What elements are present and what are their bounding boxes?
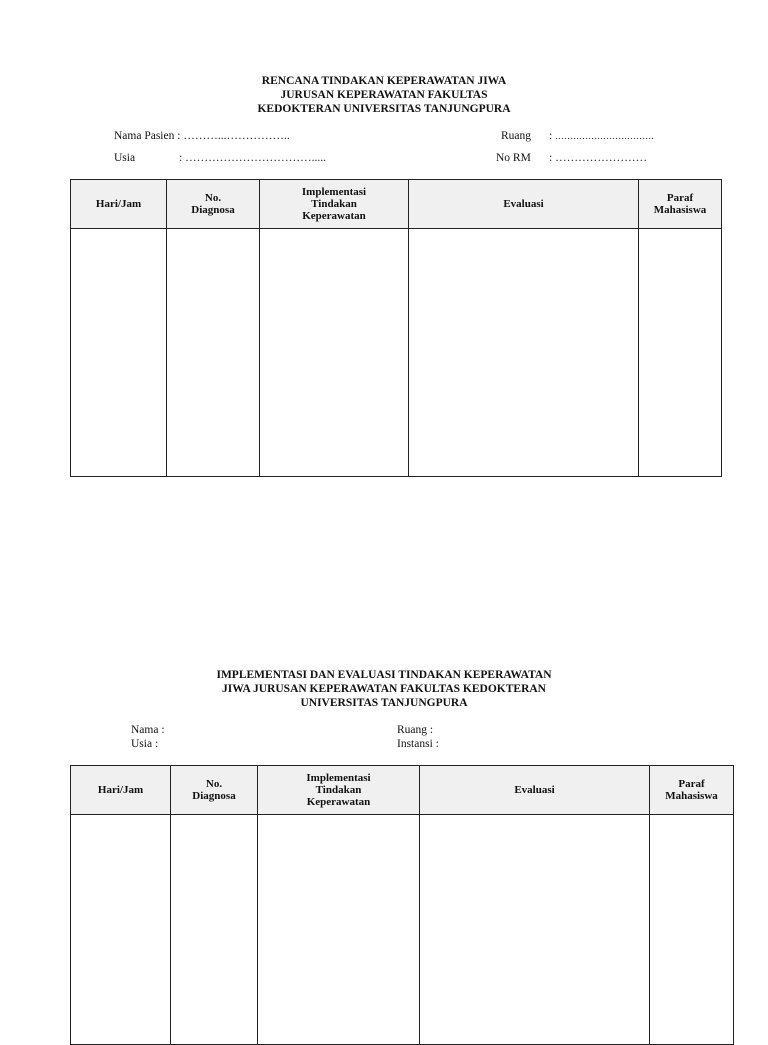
cell-no-diagnosa[interactable]	[167, 229, 260, 477]
header-no-diagnosa: No. Diagnosa	[171, 766, 258, 815]
table-row	[71, 815, 734, 1045]
nama-label: Nama :	[131, 724, 165, 736]
form2-usia-field	[131, 737, 158, 751]
form2-title-line: IMPLEMENTASI DAN EVALUASI TINDAKAN KEPERAWATAN	[216, 669, 552, 681]
table-header-row	[71, 180, 722, 229]
form2-instansi-field	[397, 737, 439, 751]
header-implementasi: Implementasi Tindakan Keperawatan	[258, 766, 420, 815]
no-rm-value: ……………………	[555, 152, 648, 164]
cell-hari-jam[interactable]	[71, 815, 171, 1045]
nama-pasien-label: Nama Pasien :	[114, 130, 181, 142]
form2-title	[0, 668, 768, 710]
form2-title-line: JIWA JURUSAN KEPERAWATAN FAKULTAS KEDOKTERAN	[222, 683, 546, 695]
header-evaluasi: Evaluasi	[409, 180, 639, 229]
no-rm-colon: :	[549, 152, 553, 164]
cell-paraf-mahasiswa[interactable]	[650, 815, 734, 1045]
usia-label: Usia	[114, 152, 136, 164]
cell-implementasi[interactable]	[260, 229, 409, 477]
form1-title-line: KEDOKTERAN UNIVERSITAS TANJUNGPURA	[257, 103, 511, 115]
form2-ruang-field	[397, 723, 433, 737]
instansi-label: Instansi :	[397, 738, 439, 750]
usia-value: …………………………….....	[185, 152, 326, 164]
cell-paraf-mahasiswa[interactable]	[639, 229, 722, 477]
cell-hari-jam[interactable]	[71, 229, 167, 477]
form2-title-line: UNIVERSITAS TANJUNGPURA	[300, 697, 468, 709]
header-hari-jam: Hari/Jam	[71, 766, 171, 815]
form1-nama-pasien-field	[114, 129, 290, 143]
cell-evaluasi[interactable]	[409, 229, 639, 477]
header-evaluasi: Evaluasi	[420, 766, 650, 815]
no-rm-label: No RM	[496, 152, 531, 164]
header-paraf-mahasiswa: Paraf Mahasiswa	[650, 766, 734, 815]
nama-pasien-value: ………...……………..	[183, 130, 290, 142]
form1-title	[0, 74, 768, 116]
form1-ruang-value-group	[549, 129, 654, 143]
ruang-label: Ruang :	[397, 724, 434, 736]
table-row	[71, 229, 722, 477]
form1-no-rm-field	[496, 151, 531, 165]
header-paraf-mahasiswa: Paraf Mahasiswa	[639, 180, 722, 229]
cell-no-diagnosa[interactable]	[171, 815, 258, 1045]
form2-nama-field	[131, 723, 165, 737]
cell-implementasi[interactable]	[258, 815, 420, 1045]
cell-evaluasi[interactable]	[420, 815, 650, 1045]
header-implementasi: Implementasi Tindakan Keperawatan	[260, 180, 409, 229]
form1-table	[70, 179, 722, 477]
form1-no-rm-value-group	[549, 151, 647, 165]
ruang-label: Ruang	[501, 130, 532, 142]
header-hari-jam: Hari/Jam	[71, 180, 167, 229]
header-no-diagnosa: No. Diagnosa	[167, 180, 260, 229]
ruang-colon: :	[549, 130, 553, 142]
form1-usia-value-group	[179, 151, 326, 165]
ruang-value: ……………………………	[555, 131, 655, 141]
usia-colon: :	[179, 152, 183, 164]
table-header-row	[71, 766, 734, 815]
form1-title-line: RENCANA TINDAKAN KEPERAWATAN JIWA	[261, 75, 507, 87]
form1-ruang-field	[501, 129, 531, 143]
usia-label: Usia :	[131, 738, 159, 750]
form1-title-line: JURUSAN KEPERAWATAN FAKULTAS	[280, 89, 488, 101]
form2-table	[70, 765, 734, 1045]
form1-usia-field	[114, 151, 135, 165]
